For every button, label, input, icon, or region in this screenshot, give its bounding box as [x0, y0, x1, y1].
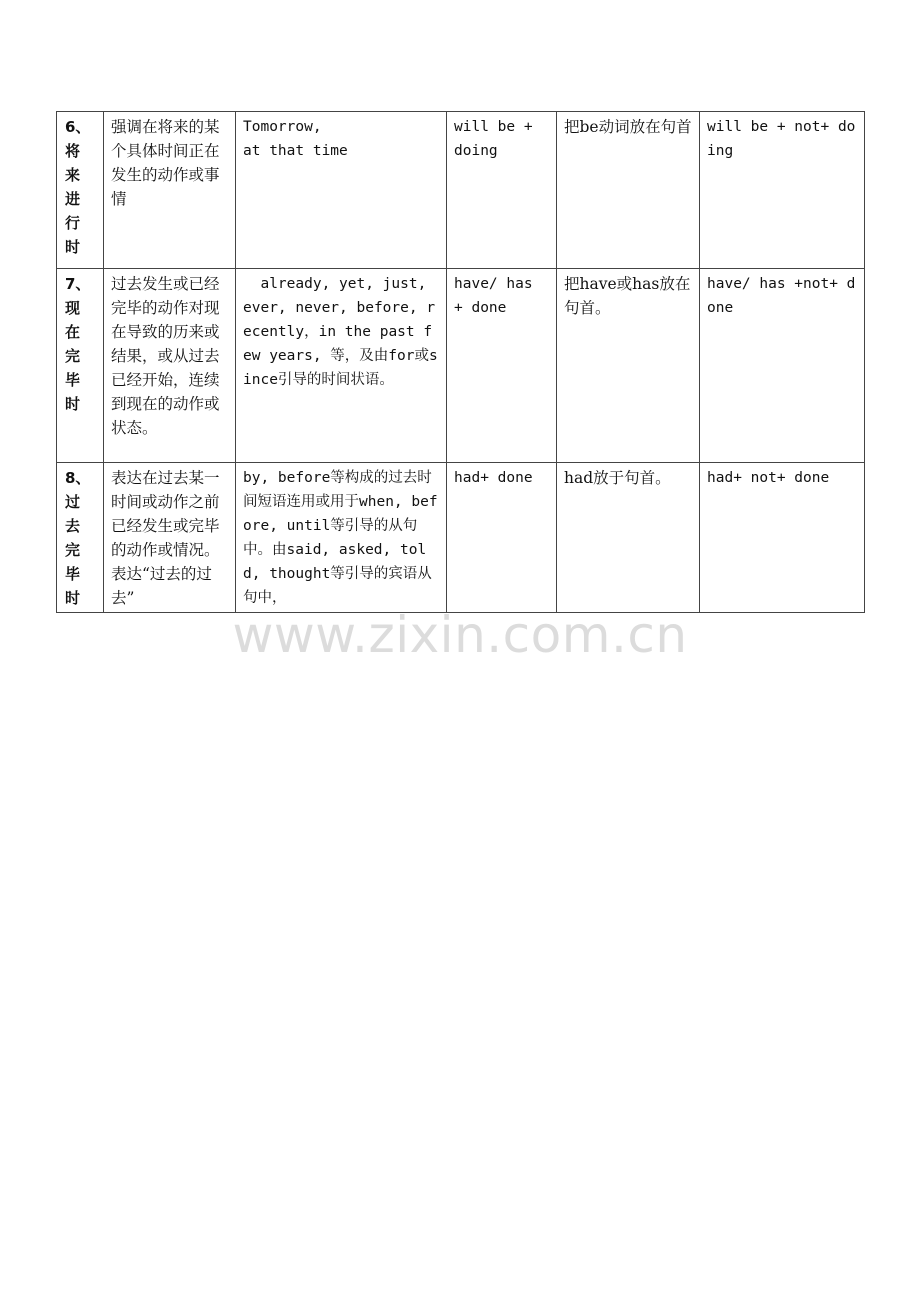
- definition-cell: 强调在将来的某个具体时间正在发生的动作或事情: [104, 112, 236, 269]
- time-words-cell: already, yet, just, ever, never, before, recently，in the past few years, 等，及由for或since引导的时间状语。: [236, 269, 447, 463]
- negative-form-cell: have/ has +not+ done: [700, 269, 865, 463]
- structure-cell: will be + doing: [447, 112, 557, 269]
- structure-cell: had+ done: [447, 463, 557, 613]
- question-form-cell: 把be动词放在句首: [557, 112, 700, 269]
- structure-cell: have/ has + done: [447, 269, 557, 463]
- negative-form-cell: will be + not+ doing: [700, 112, 865, 269]
- definition-cell: 过去发生或已经完毕的动作对现在导致的历来或结果，或从过去已经开始，连续到现在的动作或状态。: [104, 269, 236, 463]
- table-row-present-perfect: [57, 269, 865, 463]
- tense-name-cell: 8、 过 去 完 毕 时: [57, 463, 104, 613]
- negative-form-cell: had+ not+ done: [700, 463, 865, 613]
- time-words-cell: by, before等构成的过去时间短语连用或用于when, before, until等引导的从句中。由said, asked, told, thought等引导的宾语从句中，: [236, 463, 447, 613]
- watermark: www.zixin.com.cn: [232, 606, 688, 664]
- question-form-cell: 把have或has放在句首。: [557, 269, 700, 463]
- tense-name-cell: 7、 现 在 完 毕 时: [57, 269, 104, 463]
- table-row-future-continuous: [57, 112, 865, 269]
- definition-cell: 表达在过去某一时间或动作之前已经发生或完毕的动作或情况。表达“过去的过去”: [104, 463, 236, 613]
- question-form-cell: had放于句首。: [557, 463, 700, 613]
- grammar-table: [56, 111, 865, 613]
- tense-name-cell: 6、 将 来 进 行 时: [57, 112, 104, 269]
- time-words-cell: Tomorrow, at that time: [236, 112, 447, 269]
- table-row-past-perfect: [57, 463, 865, 613]
